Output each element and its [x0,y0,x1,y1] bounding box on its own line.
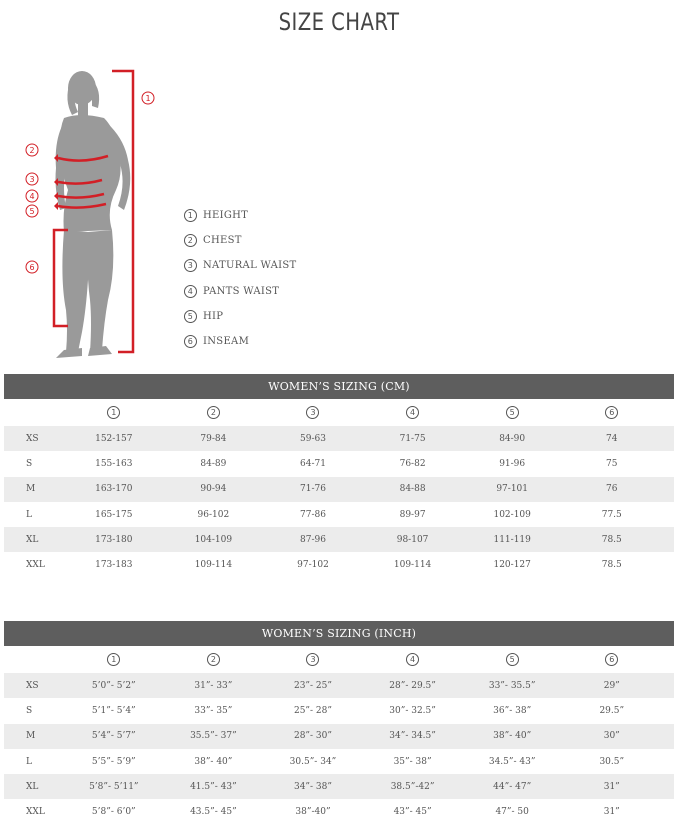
table-cell: 59-63 [300,433,326,444]
size-label: M [26,731,36,742]
legend-item-natural-waist [184,253,296,278]
legend-number: 1 [184,209,197,222]
size-label: S [26,705,33,716]
size-label: XL [26,781,39,792]
table-cell: 155-163 [95,458,133,469]
table-cell: 30.5” [599,756,625,767]
column-number: 5 [506,653,519,666]
table-cell: 28”- 29.5” [389,680,436,691]
table-cell: 76 [606,484,618,495]
column-number: 1 [107,653,120,666]
table-cell: 97-102 [297,560,329,571]
table-row [4,552,674,577]
column-number: 4 [406,406,419,419]
column-number: 3 [306,406,319,419]
table-cell: 5’0”- 5’2” [91,680,136,691]
table-cell: 84-88 [399,484,426,495]
table-row [4,451,674,476]
table-cell: 34”- 38” [293,781,332,792]
table-cell: 41.5”- 43” [190,781,237,792]
table-row [4,527,674,552]
table-row [4,477,674,502]
table-cell: 25”- 28” [293,705,332,716]
body-measurement-figure [20,60,170,360]
table-cell: 36”- 38” [493,705,532,716]
size-label: L [26,509,32,520]
page-title: SIZE CHART [278,8,400,36]
table-row [4,673,674,698]
column-number: 4 [406,653,419,666]
legend-number: 3 [184,259,197,272]
legend-label: CHEST [203,235,242,247]
legend-label: HIP [203,310,224,322]
table-row [4,426,674,451]
table-cell: 31” [603,807,620,818]
size-label: XXL [26,807,45,818]
table-cell: 35”- 38” [393,756,432,767]
column-number: 6 [605,653,618,666]
table-cell: 78.5 [601,534,622,545]
table-cell: 87-96 [300,534,326,545]
table-cell: 109-114 [393,560,432,571]
table-cell: 98-107 [396,534,429,545]
table-cell: 111-119 [493,534,531,545]
legend-number: 4 [184,285,197,298]
figure-marker-1: 1 [145,94,151,103]
table-cell: 91-96 [499,458,526,469]
table-cell: 33”- 35.5” [488,680,536,691]
table-cell: 77-86 [300,509,326,520]
table-cell: 96-102 [197,509,230,520]
table-cell: 33”- 35” [194,705,233,716]
table-cell: 43”- 45” [393,807,432,818]
column-number: 2 [207,406,220,419]
legend-item-pants-waist [184,279,296,304]
table-cell: 44”- 47” [493,781,532,792]
legend-item-hip [184,304,296,329]
figure-marker-3: 3 [29,175,35,184]
table-cell: 30” [603,731,620,742]
table-cell: 173-180 [95,534,133,545]
legend-item-height [184,203,296,228]
table-cell: 5’1”- 5’4” [91,705,136,716]
table-cell: 5’5”- 5’9” [91,756,136,767]
table-cell: 109-114 [194,560,233,571]
table-cell: 163-170 [95,484,133,495]
table-cell: 75 [606,458,618,469]
table-cell: 43.5”- 45” [190,807,237,818]
table-row [4,698,674,723]
table-row [4,502,674,527]
table-cell: 5’4”- 5’7” [91,731,136,742]
table-cell: 97-101 [496,484,528,495]
legend-item-inseam [184,329,296,354]
legend-number: 6 [184,335,197,348]
legend-label: HEIGHT [203,210,249,222]
column-number: 3 [306,653,319,666]
figure-marker-2: 2 [29,146,35,155]
table-header-row [4,399,674,426]
inch-sizing-table [4,621,674,825]
table-cell: 31” [603,781,620,792]
column-number: 1 [107,406,120,419]
table-cell: 77.5 [601,509,622,520]
table-cell: 47”- 50 [495,807,529,818]
legend-number: 2 [184,234,197,247]
legend-item-chest [184,228,296,253]
cm-sizing-table [4,374,674,578]
size-label: XS [26,680,39,691]
table-cell: 79-84 [200,433,227,444]
table-cell: 5’8”- 5’11” [89,781,139,792]
figure-marker-5: 5 [29,207,35,216]
column-number: 5 [506,406,519,419]
column-number: 6 [605,406,618,419]
legend-number: 5 [184,310,197,323]
table-cell: 84-90 [499,433,526,444]
table-cell: 31”- 33” [194,680,233,691]
woman-silhouette-icon [20,60,170,360]
table-cell: 30.5”- 34” [289,756,337,767]
table-cell: 38”- 40” [194,756,233,767]
table-cell: 38”-40” [295,807,331,818]
figure-marker-4: 4 [29,192,35,201]
size-label: M [26,484,36,495]
measurement-legend [184,203,296,354]
table-cell: 120-127 [493,560,531,571]
table-cell: 152-157 [95,433,133,444]
table-title: WOMEN’S SIZING (CM) [4,374,674,399]
table-cell: 35.5”- 37” [190,731,237,742]
table-row [4,774,674,799]
table-cell: 34”- 34.5” [389,731,436,742]
table-cell: 5’8”- 6’0” [91,807,136,818]
table-cell: 23”- 25” [293,680,332,691]
size-label: XL [26,534,39,545]
table-cell: 104-109 [194,534,233,545]
table-cell: 173-183 [95,560,133,571]
size-label: XS [26,433,39,444]
table-row [4,724,674,749]
size-label: S [26,458,33,469]
table-cell: 165-175 [95,509,133,520]
figure-marker-6: 6 [29,263,35,272]
table-cell: 34.5”- 43” [488,756,536,767]
legend-label: NATURAL WAIST [203,260,297,272]
table-row [4,749,674,774]
table-header-row [4,646,674,673]
table-title: WOMEN’S SIZING (INCH) [4,621,674,646]
table-cell: 84-89 [200,458,227,469]
table-cell: 30”- 32.5” [389,705,436,716]
table-cell: 29.5” [599,705,625,716]
table-cell: 71-76 [300,484,326,495]
table-cell: 89-97 [399,509,426,520]
size-label: XXL [26,560,45,571]
table-cell: 74 [606,433,618,444]
table-row [4,799,674,824]
table-cell: 90-94 [200,484,227,495]
table-cell: 102-109 [493,509,531,520]
table-cell: 38.5”-42” [390,781,435,792]
table-cell: 76-82 [399,458,426,469]
table-cell: 78.5 [601,560,622,571]
table-cell: 28”- 30” [293,731,332,742]
legend-label: INSEAM [203,336,250,348]
table-cell: 64-71 [300,458,326,469]
table-cell: 29” [603,680,620,691]
legend-label: PANTS WAIST [203,285,280,297]
size-label: L [26,756,32,767]
table-cell: 71-75 [399,433,426,444]
column-number: 2 [207,653,220,666]
table-cell: 38”- 40” [493,731,532,742]
